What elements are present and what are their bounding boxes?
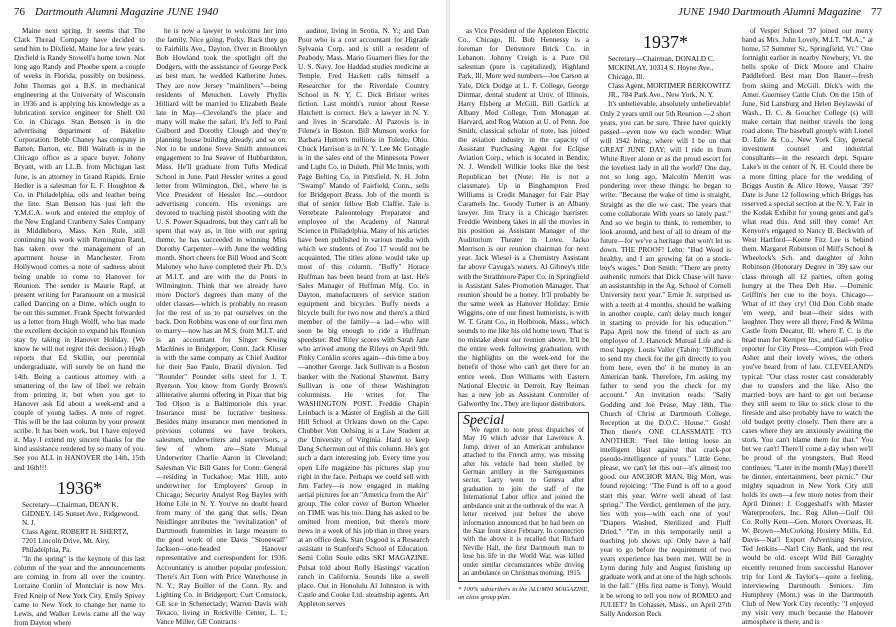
special-title: Special [463, 412, 505, 428]
left-running-head [14, 6, 218, 18]
class-1937-secretary: Secretary—Chairman, DONALD C. MCKINLAY, 10314 S. Hoyne Ave., Chicago, Ill. [608, 54, 715, 82]
subscriber-footnote: * 100% subscribers to the ALUMNI MAGAZINE, on class group plan. [458, 586, 589, 602]
class-1937-agent: Class Agent, MORTIMER BERKOWITZ JR., 784 Park Ave., New York, N. Y. [608, 81, 731, 100]
class-1936-heading: 1936* [57, 477, 102, 498]
right-page-number: 77 [871, 6, 882, 18]
special-notice-box [458, 412, 589, 582]
right-running-head [678, 6, 882, 18]
class-1937-heading: 1937* [643, 32, 688, 52]
right-col3-text: of Vesper School '37 joined our merry band as Mrs. John Lovely, M.I.T. "M.A.," at home, 57 Summer St., Springfield, Vt." One fortnight earlier in nearby Newbury, Vt. the bells spoke of Dick Moore and Chaire Paddleford. Best man Don Bauer—fresh from skiing and McGill. Dick's with the Amer. Guernsey Cattle Club. On the 15th of June, Sid Lansburg and Helen Beylawski of Wash., D. C. & Goucher College (s) will make certain that neither travels the long road alone. The baseball group's with Lionel D. Edie & Co., New York City, general investment counsel and industrial consultants—in the research dept. Square Lake's in the center of N. H. Could there be a more fitting place for the wedding of Briggs Austin & Alice Howe, Vassar '39? Date is June 12 following which Briggs has reserved a special section at the N. Y. Fair in the Kodak Exhibit for young gents and gal's what read this. And still they come! Art Kenyon's engaged to Nancy B. Beckwith of West Hartford—Keene Fitz Lee is behind them. Margaret Robinson of Mill's School & Wheelock's Sch. and daughter of John Robinson (Honorary Degree in '39) saw our class through all 12 parties, often going hungry at the Thea Delt Hse. —Dominic Griffin's her cue to the boys. Chicago—What of it! they cry! Old Don Cobb made 'em weep, and beat—their sides with laughter. They were all there; Fred & Wilma Castle from Decatur, Ill. where F. C. is the head man for Kemper Ins., and Gail—police reporter for City Press—Compton with Fred Asher and their lovely wives, the others you've heard from of late. CLEVELAND's typical: "Our class roster cast considerably due to transfers and the like. Also the married boys are hard to get out because they still seem to like to stick close to the fireside and also probably have to watch the old budget pretty closely. Then there are a cases where they are anxiously awaiting the stork. You can't blame them for that." You bet we can't! There'll come a day when we'll be proud of the youngsters. Bud Reed continues: "Later in the month (May) there'll be dinner, entertainment, beer picnic." Our mighty squadron in New York City still holds its own—a few more notes from their April Dinner: J. Coggeshall's with Master Waterproofers, Inc. Rog Allen—Gulf Oil Co. Rolly Kent—Gen. Motors Overseas, H. W. Brown—McCorking Hosiery Mills, Ed. Davis—Nat'l Export Advertising Service, Ted Jenkins—Nat'l City Bank, and the rest would be old. except Wild Bill Geraghty recently returned from successful Hanover trip for Lord & Taylor's—quite a feeling, interviewing Dartmouth Seniors. Jim Humphrey (Mont.) was in the Dartmouth Club of New York City recently: "I enjoyed my visit very much because the Hanover atmosphere is there, and is [742, 26, 873, 627]
special-body: We regret to note press dispatches of May 16 which advise that Lawrence A. Jump, driver of an American ambulance attached to the French army, was missing after his vehicle had been shelled by German artillery in the Sarreguemines sector. Larry went to Geneva after graduation to join the staff of the International Labor office and joined the ambulance unit at the outbreak of the war. A letter received just before the above information announced that he had been on the Saar front since February. In connection with the above it is recalled that Richard Neville Hall, the first Dartmouth man to lose his life in the World War, was killed under similar circumstances while driving an ambulance on Christmas morning, 1915. [463, 427, 584, 577]
left-col2-text: he is now a lawyer to welcome her into the family. Nice going, Porky. Back they go to Fairhills Ave., Dayton. Over in Brooklyn Bob Howland took the spotlight off the Dodgers, with the assistance of George Peck as best man, he wedded Katherine Jones. They are now Jersey "mainliners"—being residents of Metuchen. Lovely Phyllis Hilliard will be married to Elizabeth Beale late in May—Cleveland's the place and many will make the safari. It's Jeff to Paul Gulbord and Dorothy Clough and they're planning house building already; and so on. Not to be undone Steve Smith announces engagement to Ina Seaver of Hubbardston, Mass. He'll graduate from Tufts Medical School in June. Paul Hessler writes a good letter from Wilmington, Del., where he is Vice President of Hessler Inc.—outdoor advertising concern. His evenings are devoted to teaching pistol shooting with the U. S. Power Squadrons, but they can't all be spent that way as, in line with our spring theme, he has succeeded in winning Miss Dorothy Carpenter—with June the wedding month. Short cheers for Bill Wood and Scott Maloney who have completed their Ph. D.'s at M.I.T. and are with the du Ponts in Wilmington. Think that we already have more Doctor's degrees than many of the older classes—which is probably no reason for the rest of us to pat ourselves on the back. Don Robbins was one of our first men to marry—now has an M.S. from M.I.T. and is an accountant for Singer Sewing Machines in Bridgeport, Conn. Jack Kluser is with the same company as Chief Auditor for their Sao Paulo, Brazil division. Ted "Rounder" Pounder sells steel for J. T. Ryerson. You know from Gordy Brown's alliterative alumni offering in Pixar that big Ted Olson is a Baltimoriole this year. Insurance must be lucrative business. Besides many insurance men mentioned in previous columns we have brokers, salesmen, underwriters and supervisors, a few of whom are—State Mutual Underwriter Charlie Aaron in Cleveland; Salesman Vic Bill Gates for Conn. General—residing in Tuckahoe; Mac Hill, auto underwriter for Employers' Group in Chicago; Security Analyst Rog Bayles with Home Life in N. Y. You've no doubt heard from many of the gang that sells. Dean Neidlinger attributes the "revitalization" of Dartmouth fraternities in large measure to the good work of one Davis "Stonewall" Jackson—one-headed Hanover representative and correspondent for 1936. Accountancy is another popular profession. There's Art Tonn with Price Waterhouse in N. Y.; Ray Boiller of the Conn. Ry. and Lighting Co. in Bridgeport; Curt Comstock, GE sce in Schenectady; Warren Davis with Texaco, living in Rockville Center, L. I.; Vance Miller, GE Contracts [156, 26, 287, 627]
class-1936-agent: Class Agent, ROBERT H. SHERTZ, 7201 Lincoln Drive, Mt. Airy, Philadelphia, Pa. [22, 526, 129, 555]
right-col1-text: as Vice President of the Appleton Electric Co., Chicago, Ill. Bob Hennessy is a foreman for Densmore Brick Co. in Lebanon. Johnny Creigh is a Pure Oil salesman (pure is capitalized), Highland Park, Ill. More wed numbers—Joe Carson at Yale, Dick Dodge at L. F. College, George Dittmar, dental student at Univ. of Illinois, Harry Elsberg at McGill, Bill Garlick at Albany Med College, Tom Monagan at Harvard, and Rog Watson at U. of Penn. Joe Smith, classical scholar of note, has joined the aviation industry in the capacity of Assistant Purchasing Agent for Eclipse Aviation Corp., which is located in Bendix, N. J. Wendell Willkie looks like the best Republican bet (Note: He is not a classmate). Up in Binghampton Fred Williams is Credit Manager for Fair Play Caramels Inc. Goody Turner is an Albany lawyer. Jim Tracy is a Chicago barrister. Freddie Weinberg takes in all the movies in his position as Assistant Manager of the Auditorium Theater in Lowe. Jacko Morrison is our reunion chairman for next year. Jack Wiesel is a Chemistry Assistant far above Cayuga's waters. Al Gibney's title with the Strathmore Paper Co. in Springfield is Assistant Sales Promotion Manager. That reunion should be a honey. It'll probably be the same week as Hanover Holiday. Ernie Wiggins, one of our finest humorists, is with W. T. Grant Co., in Holbrook, Mass., which sounds to me like his old home town. That is no mistake about our reunion above. It'll be the entire week following graduation, with the highlights on the week-end for the benefit of those who can't get there for an entire week. Don Williams with Eastern National Electric in Detroit. Ray Reiman has a new job as Assistant Controller of Galworthy Inc. They are liquor distributors. [458, 26, 589, 408]
left-column-3 [298, 26, 429, 608]
class-1936-secretary: Secretary—Chairman, DEAN K. GIDNEY, 145 Sunset Ave., Ridgewood, N. J. [22, 499, 139, 527]
right-column-3 [742, 26, 873, 626]
right-column-1 [458, 26, 589, 602]
left-page-number: 76 [14, 6, 25, 18]
right-col2-text: It's unbelievable, absolutely unbelievable! Only 2 years until our 5th Reunion —2 short years, you can be sure. Three have quickly passed—even now we each wonder: What will 1942 bring; where will I be on that GREAT JUNE DAY; will I ride in from White River alone or as the proud escort for the loveliest lady in all the world? One day, not so long ago, Malcolm Merritt was pondering over these things; he began to write: "Because the wake of time is straight, Straight as the die we cast, The years that come collaborate With years so lately past." And so we begin to think, to remember, to look around, and best of all to dream of the future—for we've a heritage that won't let us down. THE PROOF! Lehn: "Bud Wood is healthy, and I am growing fat on a stock-boy's wages." Don Smith: "There are pretty authentic rumors that Dick Chase will have an assistantship in the Ag. School of Cornell University next year." Ernie Jr. surprised us with a teeth at 4 months, should be walking in another couple, can't delay much longer in starting to provide for his education." Papa April now the friend of such as are employee of J. Hancock Mutual Life and is most happy. Louis Valler (Tabin): "Difficult to send my check for the gift directly to you from here, even tho' it be money in an American bank. Therefore, I'm asking my father to send you the check for my account." An invitation reads: "Sally Godding and Joe Pease, May 18th. The Church of Christ at Dartmouth College. Reception at the D.O.C. House." Gosh! Then there's ONE CLASSMATE TO ANOTHER: "Feel like letting loose an intelligent blast against that crack-pot pseudo-intelligence of yours." Little Gene, please, we can't let this out—it's almost too good. our ANCHOR MAN, Big Mort, was found rejoicing: "The Fund is off to a good start this year. We're well ahead of last spring." The Verdict, gentlemen of the jury, lies with you—with each one of you! "Diapers Washed, Sterilized and Fluff Dried." "I'm in this temporarily until a teaching job shows up. Only have a half year to go before the requirement of two years experience has been met. Will be in Lynn during July and August finishing up graduate work and at one of the high schools in the fall." (His first name is Tony). Would it be wrong to tell you now of ROMEO and JULIET? In Cohasset, Mass., on April 27th Sally Anderson Reck [600, 99, 731, 618]
right-page [448, 0, 896, 627]
right-head-title: JUNE 1940 Dartmouth Alumni Magazine [677, 6, 861, 18]
left-column-1 [14, 26, 145, 627]
left-col1-text: Maine next spring. It seems that The Clark Thread Company have decided to send him to Dixfield, Maine for a few years. Dixfield is Randy Stowell's home town. Not long ago Randy and Phoebe spent a couple of weeks in Florida, possibly on business. John Thomas got a B.S. in mechanical engineering at the University of Wisconsin in 1936 and is applying his knowledge as a lubrication service engineer for Shell Oil Co. in Chicago. Stan Bensen is in the advertising department of Bakelite Corporation. Bobb Chaney has company in Batten, Barton, etc. Bill Walrath is in the Chicago office as a space buyer. Johnny Bryant, with an LL.B. from Michigan last June, is an attorney in Grand Rapids. Ernie Hedler is a salesman for E. F. Houghton & Co. in Philadelphia, oils and leather being the line. Stan Benson has just left the Y.M.C.A. work and entered the employ of the New England Cranberry Sales Company in Middleboro, Mass. Ken Rule, still continuing his work with Remington Rand, has taken over the management of an apartment house in Manchester. From Hollywood comes a note of sadness about being unable to come to Hanover for Reunion. The sender is Maurie Rapf, at present writing for Paramount on a musical called Dancing on a Dime, which ought to be out this summer. Frank Specht forwarded us a letter from Hugh Wolff, who has made the excellent decision to expand his Reunion stay by taking in Hanover Holiday. (We know he will not regret this decision.) Hugh reports that Ed Skillin, our perennial undergraduate, will surely be on hand the 14th. Being a cautious attorney with a smattering of the law of libel we refrain from printing it, but when you get to Hanover ask Ed about a week-end and a couple of young ladies. A note of regret. This will be the last column by your present scribe. It has been work, but I have enjoyed it. May I extend my sincere thanks for the kind assistance rendered by so many of you. See you ALL in HANOVER the 14th, 15th and 16th!!! [14, 26, 145, 472]
right-column-2 [600, 26, 731, 618]
left-col1-after: "In the spring" is the keynote of this last column of the year and the announcements are coming in from all over the country. Lorraine Conlin of Montclair is now Mrs. Fred Kneip of New York City. Emily Spivey came to New York to change her name to Lewis, and Walker Lewis came all the way from Dayton where [14, 554, 145, 627]
left-col3-text: auditor, living in Scotia, N. Y.; and Dan Poor who is a cost accountant for Higrade Sylvania Corp. and is still a resident of Peabody, Mass. Mario Guarneri flies for the U. S. Navy. Joe Haddad studies medicine at Temple. Fred Hackett calls himself a Researcher for the Riverdale Country School in N. Y. C. Dick Brister writes fiction. Last month's rumor about Reese Hatchett is correct. He's a lawyer in N. Y. and lives in Scarsdale. Al Pazovis is in Filene's in Boston. Bill Munson works for Barbara Hutton's millions in Toledo, Ohio. Chuck Harrison is in N. Y. Lee Mc Gonagle is in the sales end of the Minnesota Power and Light Co. in Duluth. Phil Mc Innis, with Page Belting Co. in Pittsfield, N. H. John "Swamp" Mando of Fairfield, Conn., sells for Bridgeport Brass. Job of the month is that of senior fellow Bob Claffie. Tale is Vertebrate Paleontology Preparator and employee of the Academy of Natural Science in Philadelphia. Many of his articles have been published in various media with which we students of Zoo 17 would not be acquainted. The titles alone would take up most of this column. "Buffy" Horace Huffman has been heard from at last. He's Sales Manager of Huffman Mfg. Co. in Dayton, manufacturers of service station equipment and bicycles. Buffy needs a bicycle built for two now and there's a third member of the family—a lad—who will soon be big enough to ride a Huffman speedster. Red Riley scores with Sarah Jane who arrived among the Rileys on April 9th. Pinky Conklin scores again—this time a boy—another George. Jack Sullivan is a Boston banker with the National Shawmut. Barry Sullivan is one of those Washington columnists. He writes for The WASHINGTON POST. Freddie Chapin Leinbach is a Master of English at the Gill Hill School at Orleans down on the Cape. Chubber Von Oehsing is a Law Student at the University of Virginia. Hard to keep Dang Schermun out of this column. He's got such a darn interesting job. Every time you open Life magazine his pictures slap you right in the face. Perhaps we could sell with Jim Farley—is now engaged in making aerial pictures for an "America from the Air" group. The color cover of Burton Wheeler on TIME was his too. Dang has asked to be omitted from mention, but there's more news in a week of his job than in three years at an office desk. Stan Osgood is a Research assistant in Stanford's School of Education. Semi Colin Soule edits SKI MAGAZINE. Pulsat told about Rolly Hastings' vacation ranch in California. Sounds like a swell place. Out in Honolulu Al Johnston is with Castle and Cooke Ltd. steamship agents. Art Appleton serves [298, 26, 429, 608]
left-head-title: Dartmouth Alumni Magazine JUNE 1940 [35, 6, 219, 18]
left-column-2 [156, 26, 287, 626]
